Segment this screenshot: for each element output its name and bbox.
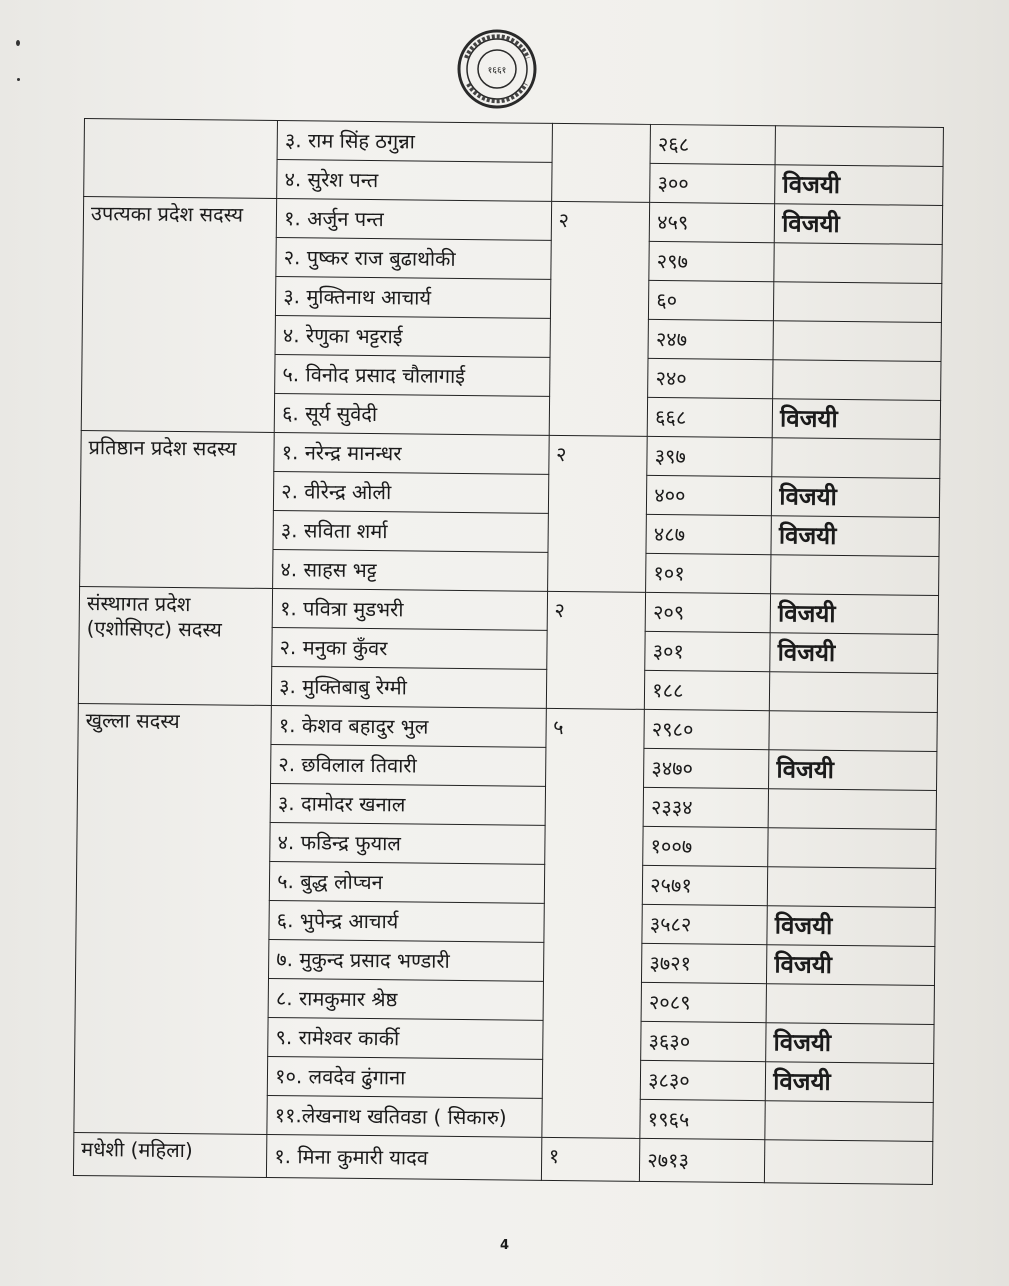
votes-cell: ३४७० (644, 748, 769, 788)
votes-cell: १९६५ (640, 1099, 765, 1139)
scan-speck (16, 40, 20, 46)
table-row (84, 119, 943, 167)
table-row (83, 197, 942, 245)
candidate-name-cell: १. अर्जुन पन्त (276, 199, 551, 241)
category-cell (84, 119, 278, 199)
candidate-name-cell: २. छविलाल तिवारी (271, 744, 546, 786)
results-table-body (73, 119, 943, 1185)
votes-cell: ३५८२ (642, 904, 767, 944)
result-cell (766, 984, 934, 1025)
candidate-name-cell: ७. मुकुन्द प्रसाद भण्डारी (269, 939, 544, 981)
result-cell: विजयी (765, 1062, 933, 1103)
votes-cell: २०९ (645, 592, 770, 632)
candidate-name-cell: १०. लवदेव ढुंगाना (267, 1056, 542, 1098)
result-cell (773, 321, 941, 362)
candidate-name-cell: ४. फडिन्द्र फुयाल (270, 822, 545, 864)
result-cell (769, 711, 937, 752)
candidate-name-cell: ४. रेणुका भट्टराई (275, 316, 550, 358)
candidate-name-cell: २. वीरेन्द्र ओली (274, 472, 549, 514)
seats-cell: २ (549, 201, 650, 436)
candidate-name-cell: ६. भुपेन्द्र आचार्य (269, 900, 544, 942)
votes-cell: ३८३० (640, 1060, 765, 1100)
result-cell: विजयी (775, 165, 943, 206)
result-cell (768, 789, 936, 830)
seats-cell: २ (546, 591, 646, 709)
votes-cell: ३७२१ (642, 943, 767, 983)
seats-cell: २ (547, 435, 647, 592)
candidate-name-cell: २. पुष्कर राज बुढाथोकी (276, 238, 551, 280)
result-cell (772, 438, 940, 479)
votes-cell: १०१ (646, 553, 771, 593)
result-cell (765, 1140, 933, 1185)
candidate-name-cell: १. नरेन्द्र मानन्धर (274, 433, 549, 475)
candidate-name-cell: १. मिना कुमारी यादव (267, 1134, 542, 1180)
category-cell: मधेशी (महिला) (73, 1132, 267, 1177)
votes-cell: २४७ (648, 319, 773, 359)
result-cell (774, 243, 942, 284)
result-cell: विजयी (772, 477, 940, 518)
organization-seal-stamp (456, 28, 538, 110)
result-cell: विजयी (766, 1023, 934, 1064)
seal-graphic (456, 28, 538, 110)
votes-cell: २९८० (644, 709, 769, 749)
candidate-name-cell: ८. रामकुमार श्रेष्ठ (268, 978, 543, 1020)
seats-cell: ५ (541, 708, 644, 1138)
votes-cell: ४५९ (649, 202, 774, 242)
result-cell (771, 555, 939, 596)
result-cell: विजयी (770, 633, 938, 674)
result-cell (768, 828, 936, 869)
result-cell: विजयी (774, 204, 942, 245)
candidate-name-cell: ३. राम सिंह ठगुन्ना (277, 121, 552, 163)
candidate-name-cell: ३. मुक्तिबाबु रेग्मी (271, 666, 546, 708)
votes-cell: २४० (648, 358, 773, 398)
votes-cell: १८८ (645, 670, 770, 710)
result-cell: विजयी (767, 906, 935, 947)
votes-cell: २७१३ (640, 1138, 765, 1182)
candidate-name-cell: ९. रामेश्वर कार्की (268, 1017, 543, 1059)
seats-cell: १ (541, 1137, 640, 1181)
candidate-name-cell: १. पवित्रा मुडभरी (272, 589, 547, 631)
result-cell: विजयी (772, 399, 940, 440)
election-results-table (73, 118, 944, 1185)
votes-cell: ६० (649, 280, 774, 320)
candidate-name-cell: १. केशव बहादुर भुल (271, 705, 546, 747)
votes-cell: ४८७ (646, 514, 771, 554)
candidate-name-cell: ६. सूर्य सुवेदी (274, 394, 549, 436)
votes-cell: २९७ (649, 241, 774, 281)
scan-speck (17, 78, 20, 81)
votes-cell: ३९७ (647, 436, 772, 476)
table-row (81, 430, 940, 478)
result-cell: विजयी (767, 945, 935, 986)
candidate-name-cell: ३. दामोदर खनाल (270, 783, 545, 825)
table-row (78, 703, 937, 751)
votes-cell: ३६३० (641, 1021, 766, 1061)
seats-cell (551, 123, 650, 202)
category-cell: उपत्यका प्रदेश सदस्य (81, 197, 277, 433)
candidate-name-cell: ३. सविता शर्मा (273, 511, 548, 553)
result-cell (775, 126, 943, 167)
votes-cell: १००७ (643, 826, 768, 866)
candidate-name-cell: ४. सुरेश पन्त (277, 160, 552, 202)
result-cell: विजयी (770, 594, 938, 635)
result-cell: विजयी (771, 516, 939, 557)
votes-cell: २३३४ (643, 787, 768, 827)
candidate-name-cell: ११.लेखनाथ खतिवडा ( सिकारु) (267, 1095, 542, 1137)
candidate-name-cell: ५. बुद्ध लोप्चन (269, 861, 544, 903)
candidate-name-cell: २. मनुका कुँवर (272, 627, 547, 669)
page-number: 4 (499, 1238, 510, 1253)
category-cell: प्रतिष्ठान प्रदेश सदस्य (80, 430, 275, 588)
category-cell: संस्थागत प्रदेश (एशोसिएट) सदस्य (78, 586, 272, 705)
category-cell: खुल्ला सदस्य (74, 703, 272, 1134)
result-cell (765, 1101, 933, 1142)
result-cell (770, 672, 938, 713)
table-row (79, 586, 938, 634)
votes-cell: २६८ (650, 124, 775, 164)
votes-cell: २५७१ (642, 865, 767, 905)
votes-cell: ३०० (650, 163, 775, 203)
votes-cell: ३०१ (645, 631, 770, 671)
result-cell (768, 867, 936, 908)
result-cell (774, 282, 942, 323)
candidate-name-cell: ५. विनोद प्रसाद चौलागाई (275, 355, 550, 397)
result-cell: विजयी (769, 750, 937, 791)
table-row (73, 1132, 932, 1184)
result-cell (773, 360, 941, 401)
seal-number: १६६१ (487, 66, 507, 76)
votes-cell: २०८९ (641, 982, 766, 1022)
candidate-name-cell: ३. मुक्तिनाथ आचार्य (276, 277, 551, 319)
votes-cell: ६६८ (647, 397, 772, 437)
votes-cell: ४०० (647, 475, 772, 515)
candidate-name-cell: ४. साहस भट्ट (273, 550, 548, 592)
